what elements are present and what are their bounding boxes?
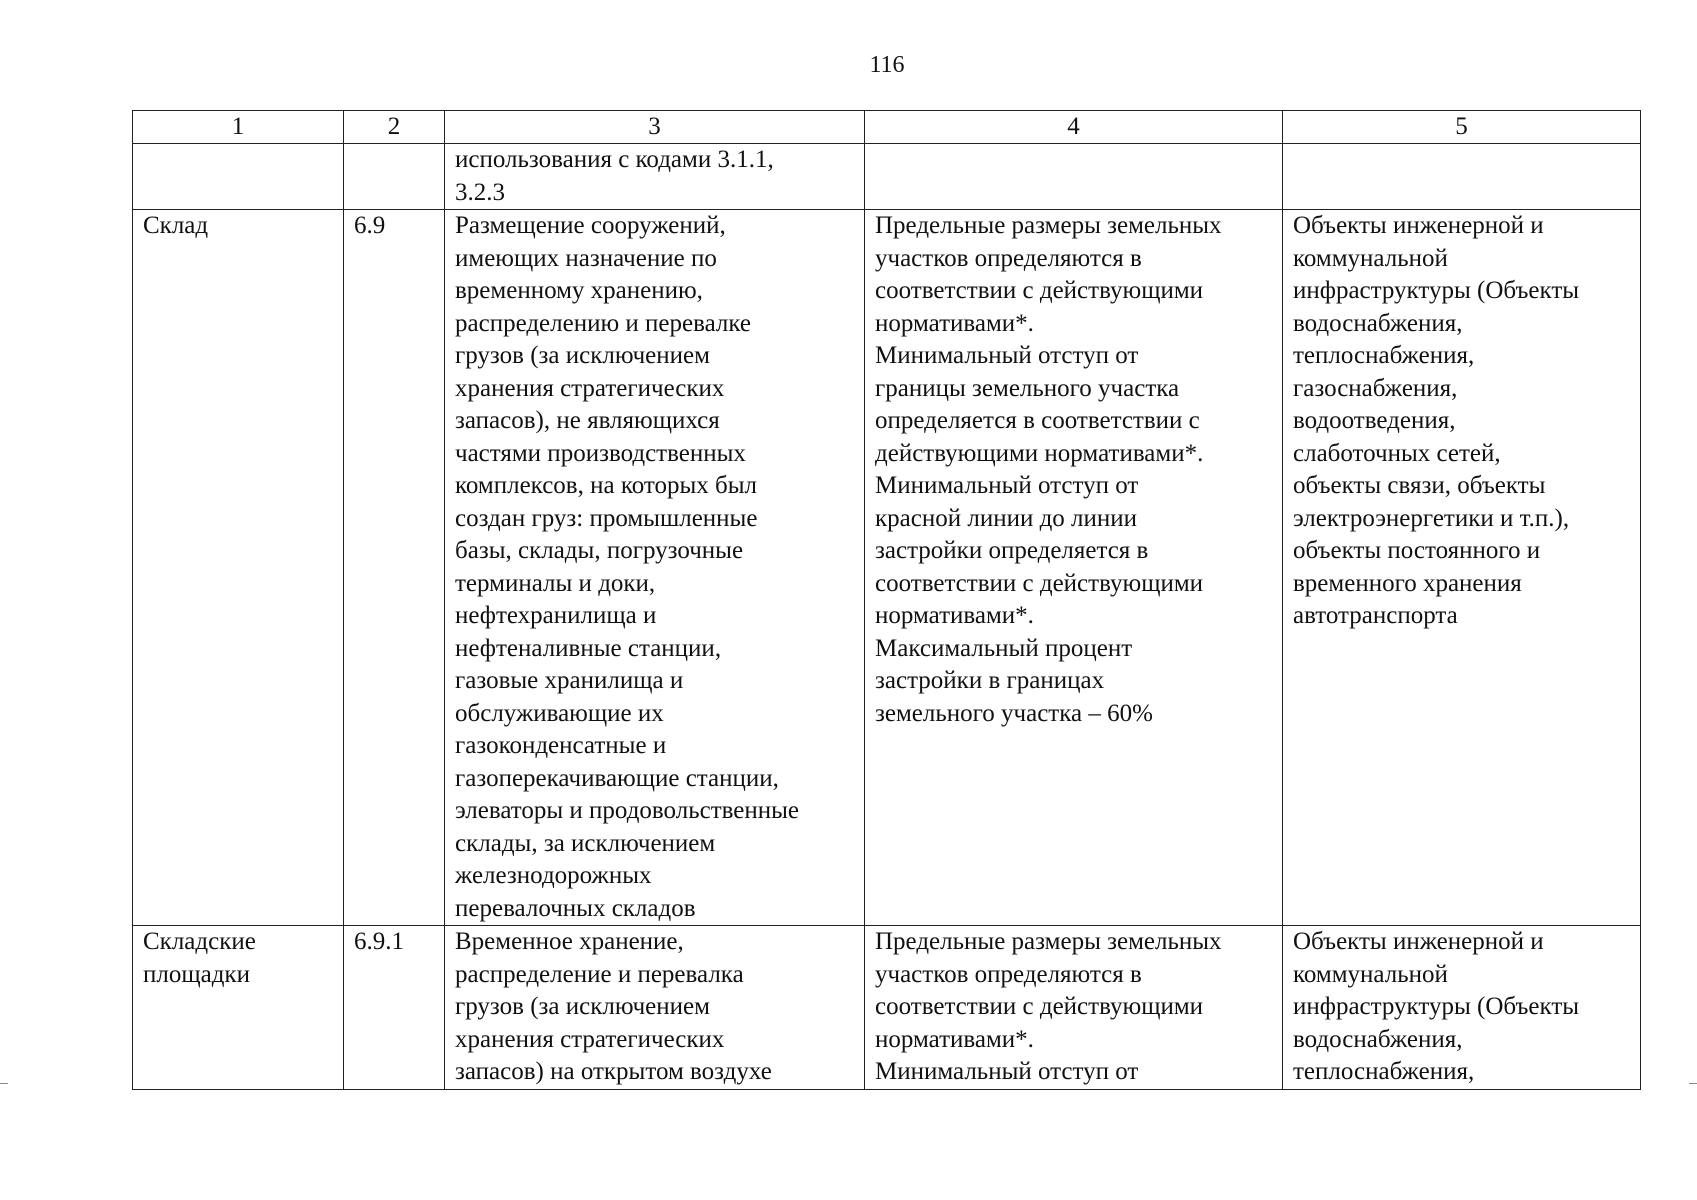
use-name-cell: Склад [133,210,344,926]
use-parameters-cell [865,144,1283,210]
table-row [133,144,1641,210]
use-description-cell: Размещение сооружений, имеющих назначение по временному хранению, распределению и перевалке грузов (за исключением хранения стратегических запасов), не являющихся частями производственных комплексов, на которых был создан груз: промышленные базы, склады, погрузочные терминалы и доки, нефтехранилища и нефтеналивные станции, газовые хранилища и обслуживающие их газоконденсатные и газоперекачивающие станции, элеваторы и продовольственные склады, за исключением железнодорожных перевалочных складов [445,210,865,926]
use-description-cell: использования с кодами 3.1.1, 3.2.3 [445,144,865,210]
auxiliary-uses-cell [1283,144,1641,210]
use-name-cell [133,144,344,210]
table-header-row [133,111,1641,144]
use-description-cell: Временное хранение, распределение и перевалка грузов (за исключением хранения стратегических запасов) на открытом воздухе [445,926,865,1090]
column-header: 5 [1283,111,1641,144]
page-edge-mark [0,1083,8,1084]
auxiliary-uses-cell: Объекты инженерной и коммунальной инфраструктуры (Объекты водоснабжения, теплоснабжения, [1283,926,1641,1090]
column-header: 3 [445,111,865,144]
column-header: 1 [133,111,344,144]
page-edge-mark [1689,1083,1697,1084]
column-header: 2 [344,111,445,144]
use-code-cell [344,144,445,210]
page-number: 116 [869,52,905,78]
use-parameters-cell: Предельные размеры земельных участков определяются в соответствии с действующими нормативами*. Минимальный отступ от [865,926,1283,1090]
land-use-table [132,110,1641,1090]
use-code-cell: 6.9 [344,210,445,926]
table-row [133,210,1641,926]
auxiliary-uses-cell: Объекты инженерной и коммунальной инфраструктуры (Объекты водоснабжения, теплоснабжения, газоснабжения, водоотведения, слаботочных сетей, объекты связи, объекты электроэнергетики и т.п.), объекты постоянного и временного хранения автотранспорта [1283,210,1641,926]
use-name-cell: Складские площадки [133,926,344,1090]
column-header: 4 [865,111,1283,144]
use-parameters-cell: Предельные размеры земельных участков определяются в соответствии с действующими нормативами*. Минимальный отступ от границы земельного участка определяется в соответствии с действующими нормативами*. Минимальный отступ от красной линии до линии застройки определяется в соответствии с действующими нормативами*. Максимальный процент застройки в границах земельного участка – 60% [865,210,1283,926]
table-row [133,926,1641,1090]
use-code-cell: 6.9.1 [344,926,445,1090]
